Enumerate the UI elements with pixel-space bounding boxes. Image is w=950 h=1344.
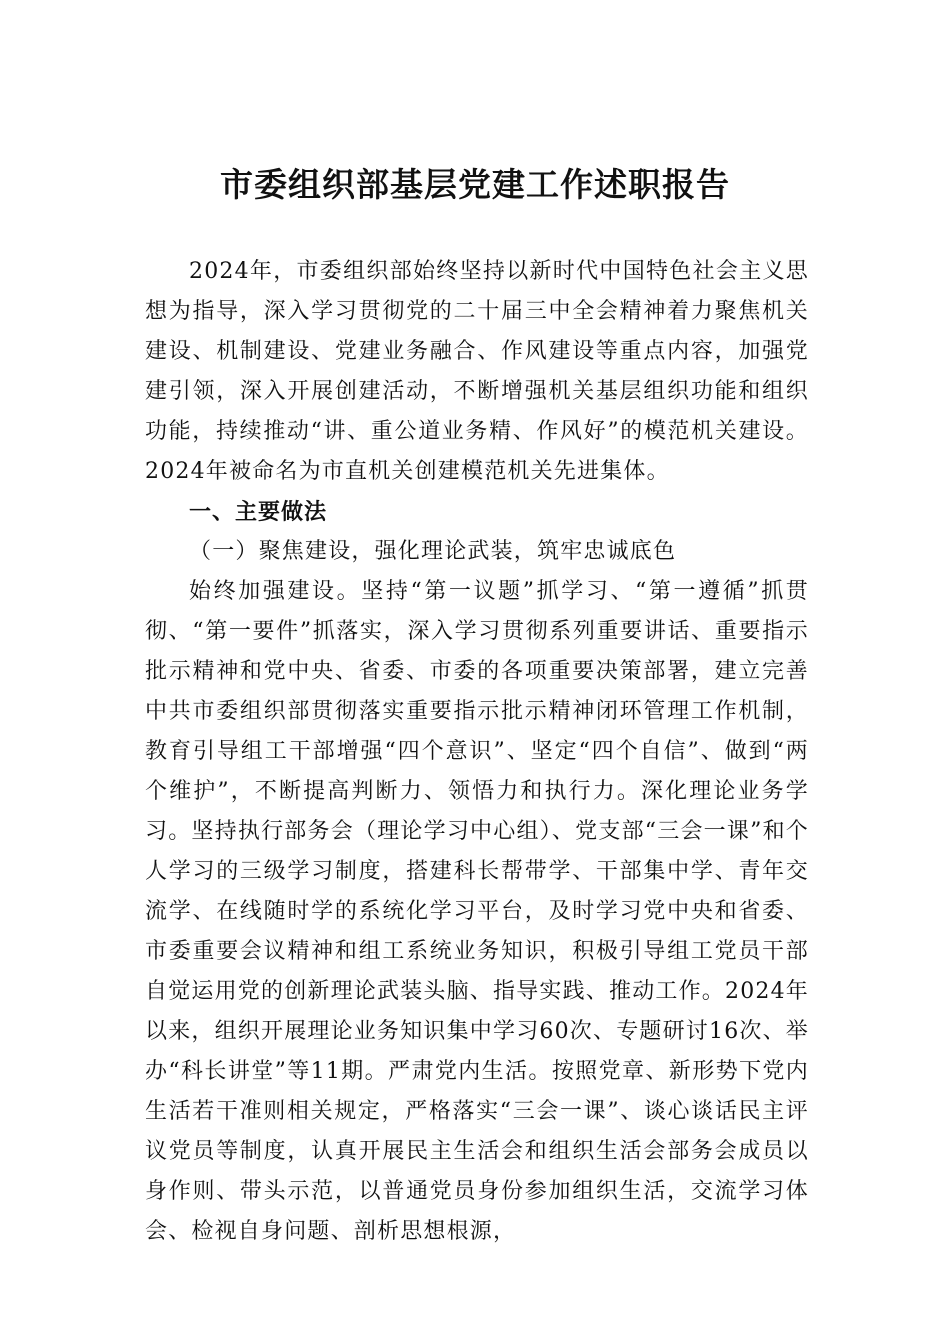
document-title: 市委组织部基层党建工作述职报告 — [220, 165, 730, 204]
document-body — [145, 252, 809, 1252]
body-paragraph: 始终加强建设。坚持“第一议题”抓学习、“第一遵循”抓贯彻、“第一要件”抓落实，深入学习贯彻系列重要讲话、重要指示批示精神和党中央、省委、市委的各项重要决策部署，建立完善中共市委组织部贯彻落实重要指示批示精神闭环管理工作机制，教育引导组工干部增强“四个意识”、坚定“四个自信”、做到“两个维护”，不断提高判断力、领悟力和执行力。深化理论业务学习。坚持执行部务会（理论学习中心组）、党支部“三会一课”和个人学习的三级学习制度，搭建科长帮带学、干部集中学、青年交流学、在线随时学的系统化学习平台，及时学习党中央和省委、市委重要会议精神和组工系统业务知识，积极引导组工党员干部自觉运用党的创新理论武装头脑、指导实践、推动工作。2024年以来，组织开展理论业务知识集中学习60次、专题研讨16次、举办“科长讲堂”等11期。严肃党内生活。按照党章、新形势下党内生活若干准则相关规定，严格落实“三会一课”、谈心谈话民主评议党员等制度，认真开展民主生活会和组织生活会部务会成员以身作则、带头示范，以普通党员身份参加组织生活，交流学习体会、检视自身问题、剖析思想根源， — [145, 579, 809, 1244]
subsection-heading: （一）聚焦建设，强化理论武装，筑牢忠诚底色 — [189, 539, 677, 564]
section-heading: 一、主要做法 — [189, 499, 328, 525]
intro-paragraph: 2024年，市委组织部始终坚持以新时代中国特色社会主义思想为指导，深入学习贯彻党的二十届三中全会精神着力聚焦机关建设、机制建设、党建业务融合、作风建设等重点内容，加强党建引领，深入开展创建活动，不断增强机关基层组织功能和组织功能，持续推动“讲、重公道业务精、作风好”的模范机关建设。2024年被命名为市直机关创建模范机关先进集体。 — [145, 259, 809, 484]
